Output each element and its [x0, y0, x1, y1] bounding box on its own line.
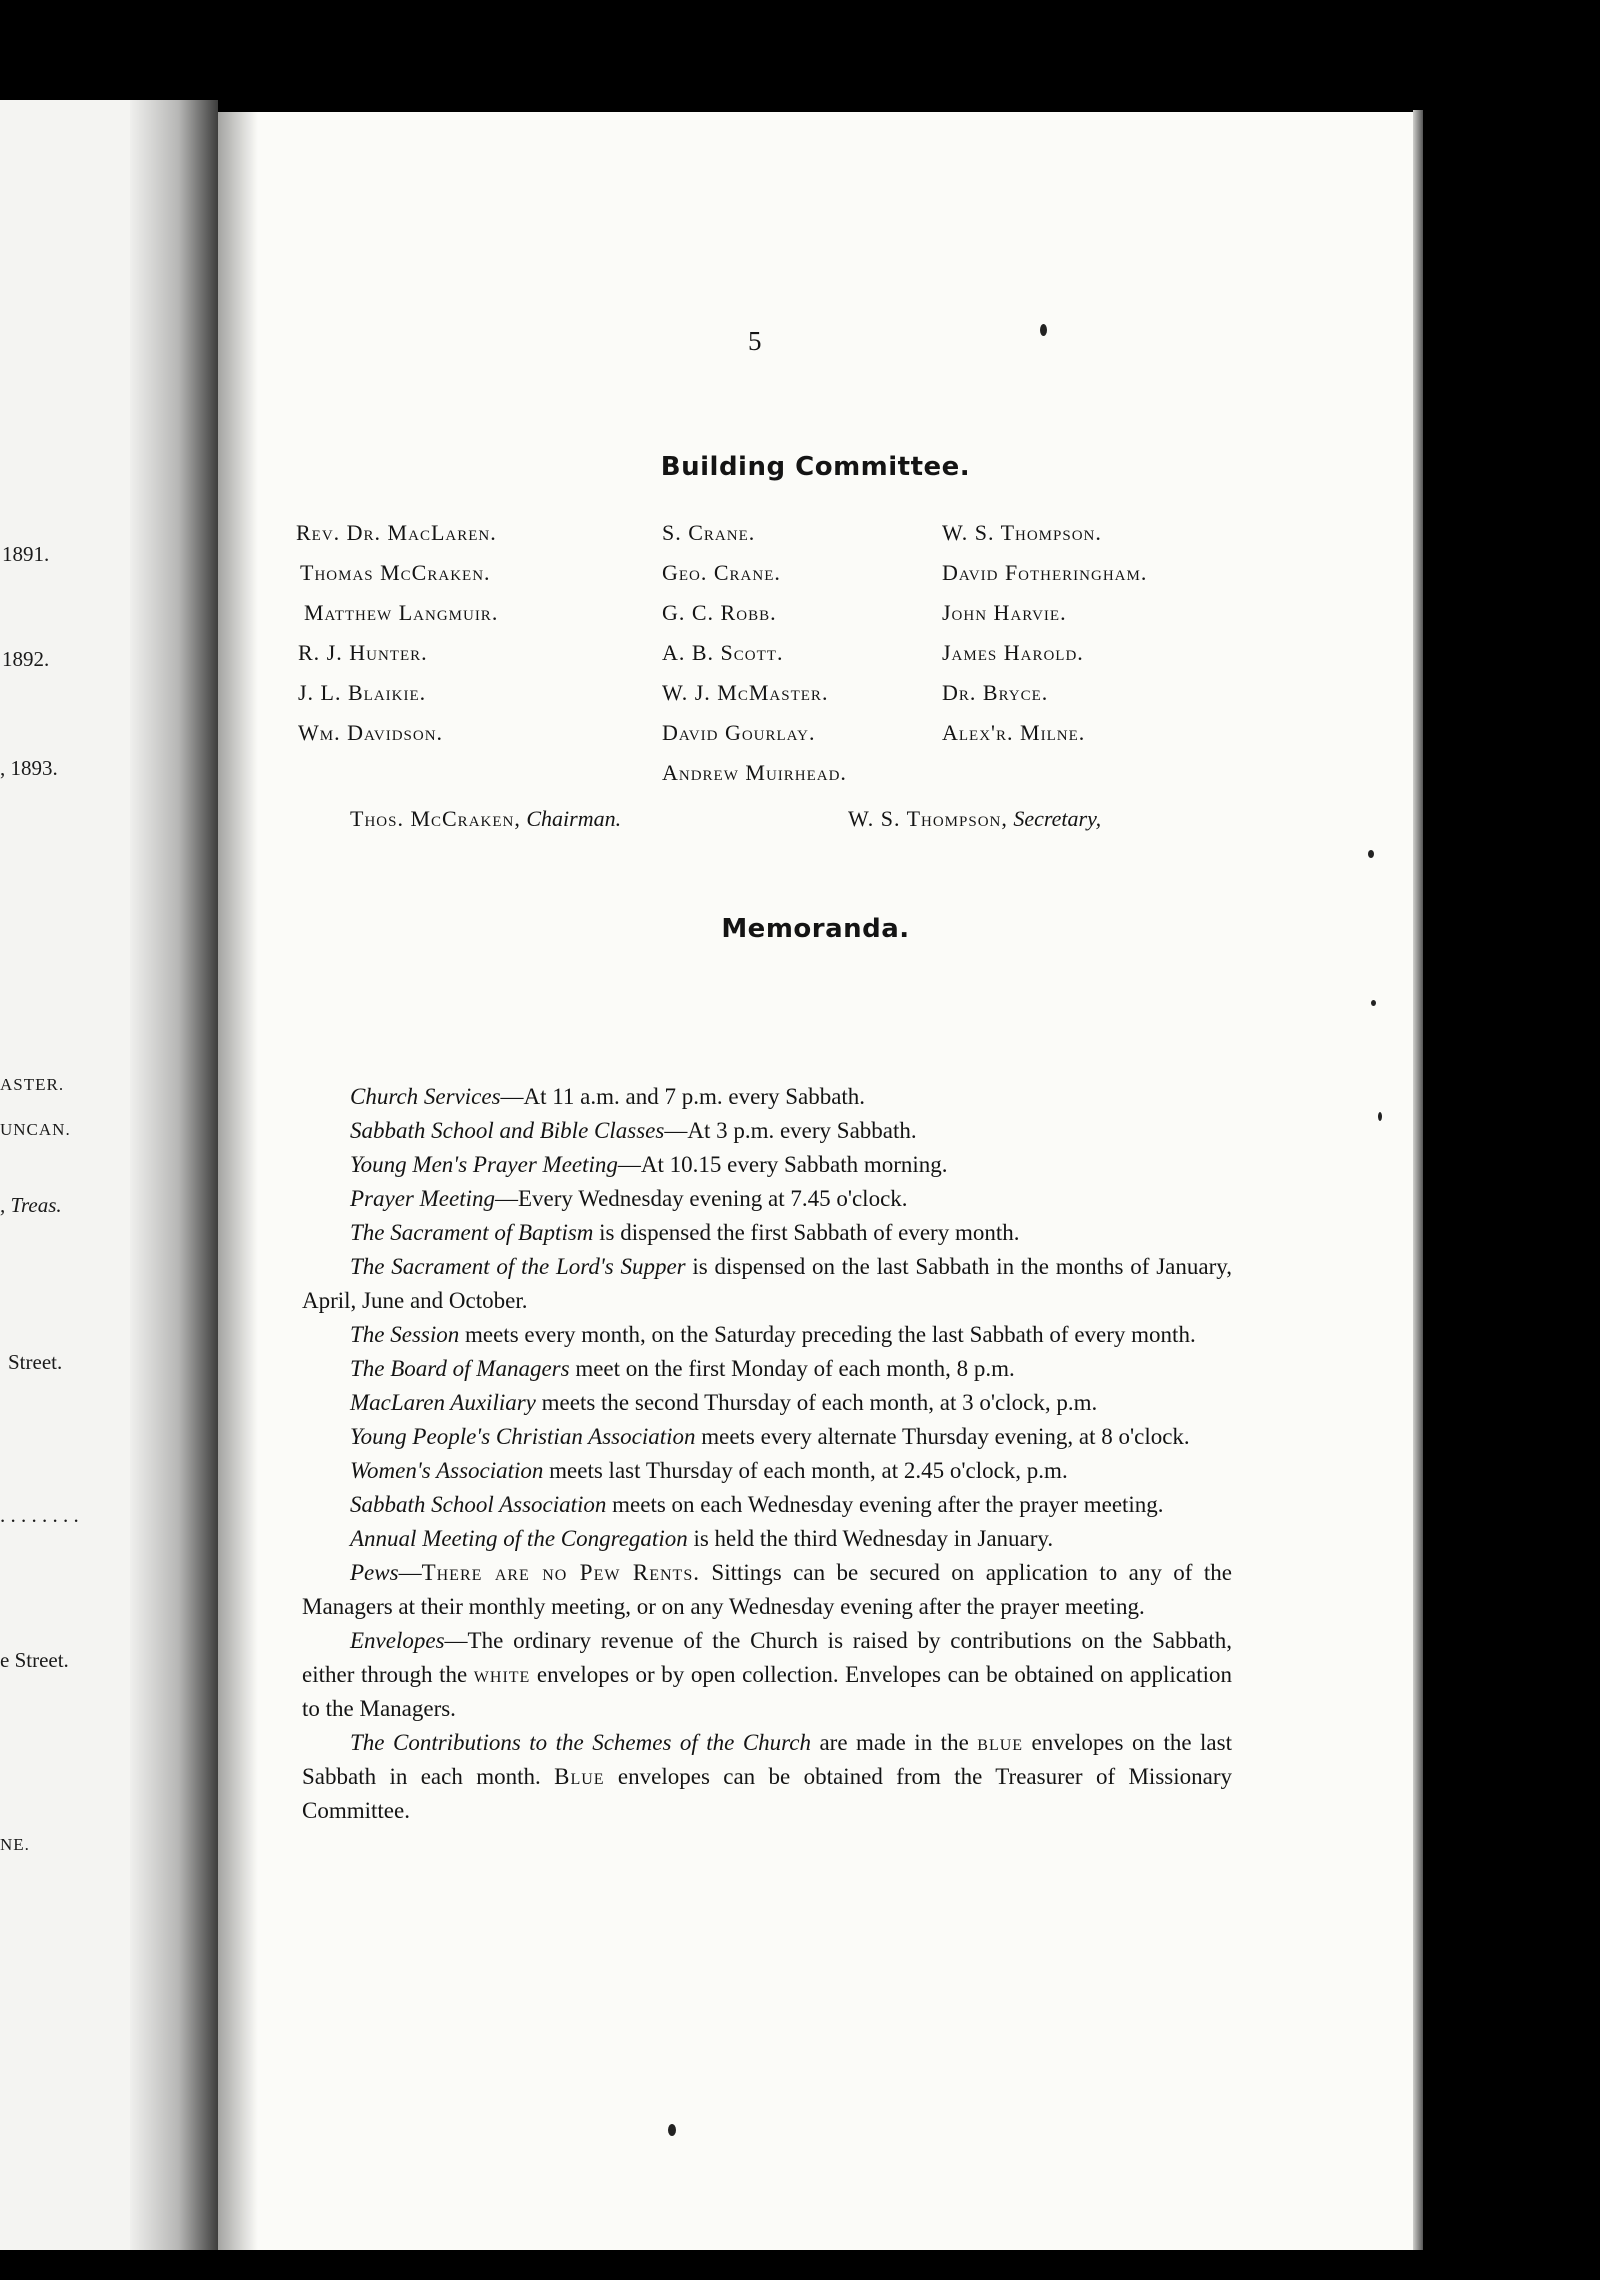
left-fragment: , Treas.	[0, 1193, 62, 1217]
memo-item: Young Men's Prayer Meeting—At 10.15 every Sabbath morning.	[350, 1152, 948, 1177]
ink-speck	[668, 2124, 676, 2136]
left-fragment: 1892.	[2, 647, 50, 671]
memoranda-body	[302, 1080, 1232, 1828]
ink-speck	[1040, 324, 1047, 336]
memo-item: Women's Association meets last Thursday of each month, at 2.45 o'clock, p.m.	[350, 1458, 1068, 1483]
page-number: 5	[748, 326, 762, 356]
committee-member: Wm. Davidson.	[298, 720, 444, 745]
memoranda-heading: Memoranda.	[721, 914, 910, 944]
building-committee-heading: Building Committee.	[660, 452, 971, 482]
committee-member: Thomas McCraken.	[300, 560, 491, 585]
ink-speck	[1368, 850, 1374, 858]
memo-item: The Sacrament of the Lord's Supper is dispensed on the last Sabbath in the months of January, April, June and October.	[302, 1254, 1232, 1313]
gutter-shadow	[218, 112, 258, 2250]
memo-item: Young People's Christian Association meets every alternate Thursday evening, at 8 o'clock.	[350, 1424, 1190, 1449]
left-fragment: Street.	[8, 1350, 63, 1374]
left-fragment: . . . . . . . .	[0, 1503, 79, 1527]
memo-item: Sabbath School Association meets on each Wednesday evening after the prayer meeting.	[350, 1492, 1164, 1517]
committee-member: Matthew Langmuir.	[304, 600, 499, 625]
left-fragment: , 1893.	[0, 756, 58, 780]
committee-member: W. S. Thompson.	[942, 520, 1102, 545]
committee-member: A. B. Scott.	[662, 640, 784, 665]
committee-member: Dr. Bryce.	[942, 680, 1049, 705]
memo-item: Church Services—At 11 a.m. and 7 p.m. every Sabbath.	[350, 1084, 866, 1109]
committee-member: Geo. Crane.	[662, 560, 781, 585]
committee-member: R. J. Hunter.	[298, 640, 428, 665]
memo-envelopes: Envelopes—The ordinary revenue of the Church is raised by contributions on the Sabbath, either through the white envelopes or by open collection. Envelopes can be obtained on application to the Managers.	[302, 1628, 1232, 1721]
memo-item: The Board of Managers meet on the first Monday of each month, 8 p.m.	[350, 1356, 1015, 1381]
page	[218, 112, 1413, 2250]
left-fragment: NE.	[0, 1835, 30, 1854]
committee-member: James Harold.	[942, 640, 1084, 665]
secretary-name: W. S. Thompson,	[848, 806, 1008, 831]
memo-item: The Sacrament of Baptism is dispensed the first Sabbath of every month.	[350, 1220, 1020, 1245]
ink-speck	[1378, 1112, 1382, 1121]
ink-speck	[1371, 1000, 1376, 1006]
secretary-line	[848, 806, 1101, 832]
chairman-line	[350, 806, 621, 832]
committee-member: John Harvie.	[942, 600, 1067, 625]
left-fragment: e Street.	[0, 1648, 69, 1672]
committee-member: G. C. Robb.	[662, 600, 777, 625]
memo-item: MacLaren Auxiliary meets the second Thursday of each month, at 3 o'clock, p.m.	[350, 1390, 1098, 1415]
committee-member: David Fotheringham.	[942, 560, 1148, 585]
previous-page-strip	[0, 100, 218, 2250]
committee-member: Rev. Dr. MacLaren.	[296, 520, 497, 545]
binding-shadow	[130, 100, 218, 2250]
committee-member: Alex'r. Milne.	[942, 720, 1086, 745]
memo-item: Sabbath School and Bible Classes—At 3 p.m. every Sabbath.	[350, 1118, 917, 1143]
secretary-role: Secretary,	[1013, 806, 1102, 831]
committee-member: S. Crane.	[662, 520, 756, 545]
memo-item: Prayer Meeting—Every Wednesday evening at 7.45 o'clock.	[350, 1186, 908, 1211]
committee-member: Andrew Muirhead.	[662, 760, 847, 785]
memo-pews: Pews—There are no Pew Rents. Sittings can be secured on application to any of the Managers at their monthly meeting, or on any Wednesday evening after the prayer meeting.	[302, 1560, 1232, 1619]
left-fragment: ASTER.	[0, 1075, 65, 1094]
page-edge	[1413, 110, 1423, 2250]
memo-item: The Session meets every month, on the Saturday preceding the last Sabbath of every month.	[350, 1322, 1196, 1347]
chairman-role: Chairman.	[526, 806, 622, 831]
chairman-name: Thos. McCraken,	[350, 806, 521, 831]
committee-member: W. J. McMaster.	[662, 680, 829, 705]
memo-item: Annual Meeting of the Congregation is held the third Wednesday in January.	[350, 1526, 1054, 1551]
committee-member: David Gourlay.	[662, 720, 816, 745]
left-fragment: 1891.	[2, 542, 50, 566]
committee-member: J. L. Blaikie.	[298, 680, 427, 705]
left-fragment: UNCAN.	[0, 1120, 71, 1139]
memo-contributions: The Contributions to the Schemes of the Church are made in the blue envelopes on the last Sabbath in each month. Blue envelopes can be obtained from the Treasurer of Missionary Committee.	[302, 1730, 1232, 1823]
